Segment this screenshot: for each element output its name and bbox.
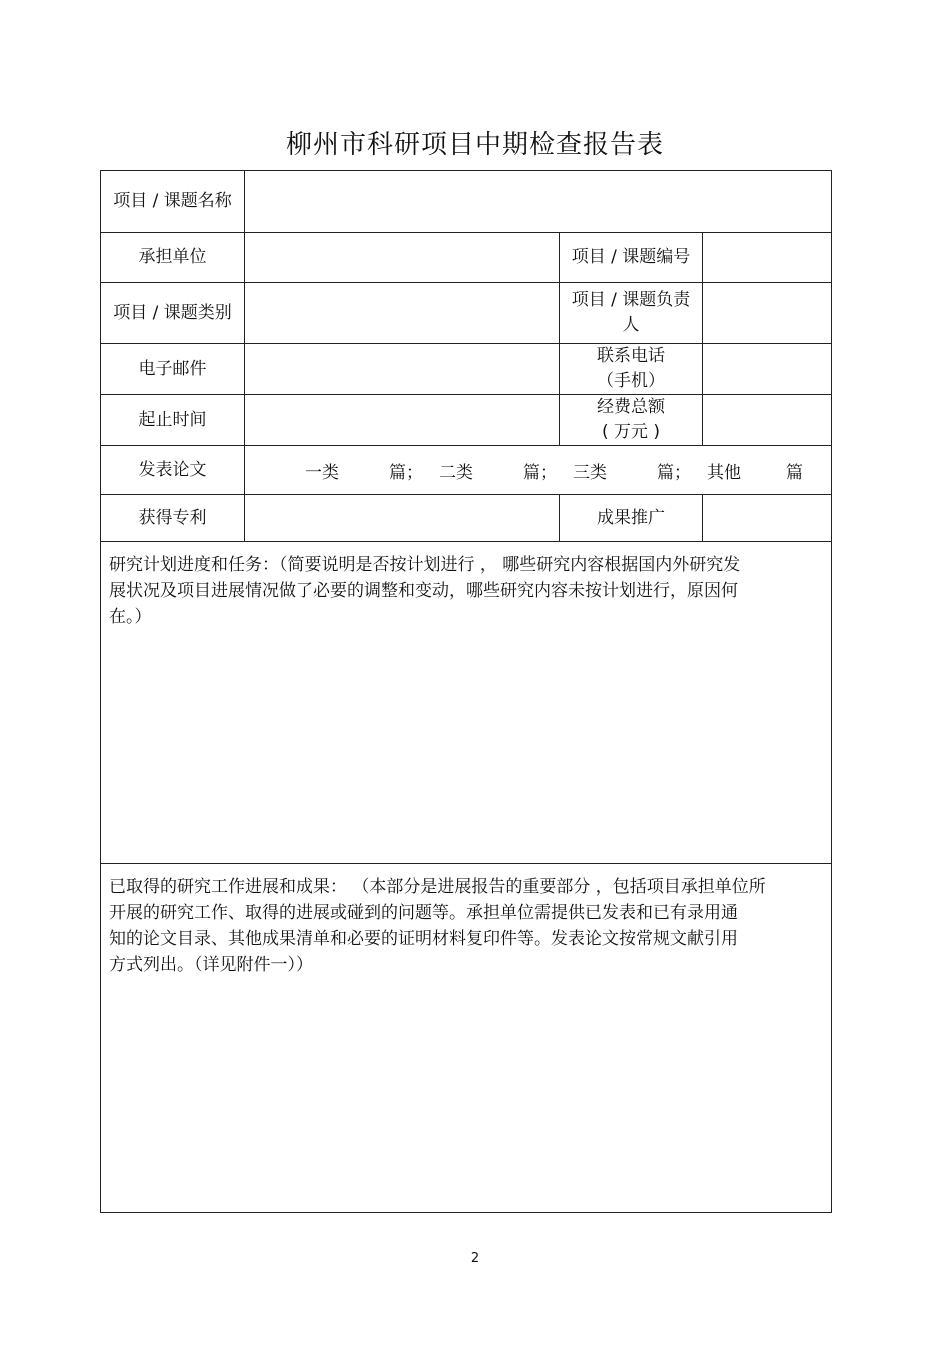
email-label: 电子邮件 — [101, 344, 245, 395]
start-end-time-label: 起止时间 — [101, 395, 245, 446]
papers-class2-unit: 篇； — [523, 462, 557, 483]
project-number-label: 项目 / 课题编号 — [560, 233, 703, 283]
patents-field[interactable] — [245, 495, 560, 542]
papers-class3-unit: 篇； — [657, 462, 691, 483]
progress-section-line3: 在。） — [109, 607, 152, 627]
results-section[interactable] — [101, 864, 832, 1213]
project-leader-label-line2: 人 — [622, 315, 640, 335]
papers-other-group — [707, 458, 803, 483]
progress-section-line1: 研究计划进度和任务：（简要说明是否按计划进行 ， 哪些研究内容根据国内外研究发 — [109, 555, 741, 575]
papers-other-label: 其他 — [707, 462, 741, 483]
results-section-line3: 知的论文目录、其他成果清单和必要的证明材料复印件等。发表论文按常规文献引用 — [109, 929, 738, 949]
row-email — [101, 344, 832, 395]
progress-section[interactable] — [101, 542, 832, 864]
progress-section-line2: 展状况及项目进展情况做了必要的调整和变动，哪些研究内容未按计划进行，原因何 — [109, 581, 738, 601]
row-time — [101, 395, 832, 446]
papers-class1-unit: 篇； — [389, 462, 423, 483]
funding-label-line2: ( 万元 ) — [601, 422, 661, 442]
report-form-table — [100, 170, 832, 1213]
promotion-field[interactable] — [703, 495, 832, 542]
row-results — [101, 864, 832, 1213]
project-name-field[interactable] — [245, 171, 832, 233]
papers-class1-group — [305, 458, 423, 483]
results-section-line4: 方式列出。（详见附件一）） — [109, 955, 313, 975]
results-section-line1: 已取得的研究工作进展和成果： （本部分是进展报告的重要部分 ，包括项目承担单位所 — [109, 877, 766, 897]
undertaking-unit-label: 承担单位 — [101, 233, 245, 283]
papers-class3-label: 三类 — [573, 462, 607, 483]
funding-label-line1: 经费总额 — [597, 397, 665, 417]
phone-label-line2: （手机） — [597, 371, 665, 391]
row-category — [101, 283, 832, 344]
project-category-field[interactable] — [245, 283, 560, 344]
email-field[interactable] — [245, 344, 560, 395]
row-unit — [101, 233, 832, 283]
phone-label-line1: 联系电话 — [597, 346, 665, 366]
project-name-label: 项目 / 课题名称 — [101, 171, 245, 233]
results-section-line2: 开展的研究工作、取得的进展或碰到的问题等。承担单位需提供已发表和已有录用通 — [109, 903, 738, 923]
start-end-time-field[interactable] — [245, 395, 560, 446]
published-papers-label: 发表论文 — [101, 446, 245, 495]
row-progress — [101, 542, 832, 864]
phone-field[interactable] — [703, 344, 832, 395]
row-papers — [101, 446, 832, 495]
promotion-label: 成果推广 — [560, 495, 703, 542]
papers-other-unit: 篇 — [786, 462, 803, 483]
papers-class1-label: 一类 — [305, 462, 339, 483]
patents-label: 获得专利 — [101, 495, 245, 542]
papers-class2-label: 二类 — [439, 462, 473, 483]
project-leader-label — [560, 283, 703, 344]
published-papers-field[interactable] — [245, 446, 832, 495]
row-project-name — [101, 171, 832, 233]
funding-field[interactable] — [703, 395, 832, 446]
project-number-field[interactable] — [703, 233, 832, 283]
phone-label — [560, 344, 703, 395]
page-title: 柳州市科研项目中期检查报告表 — [285, 130, 664, 160]
project-leader-label-line1: 项目 / 课题负责 — [571, 290, 691, 310]
row-patents — [101, 495, 832, 542]
papers-class2-group — [439, 458, 557, 483]
undertaking-unit-field[interactable] — [245, 233, 560, 283]
project-leader-field[interactable] — [703, 283, 832, 344]
page-number: 2 — [470, 1251, 480, 1266]
project-category-label: 项目 / 课题类别 — [101, 283, 245, 344]
papers-class3-group — [573, 458, 691, 483]
funding-label — [560, 395, 703, 446]
